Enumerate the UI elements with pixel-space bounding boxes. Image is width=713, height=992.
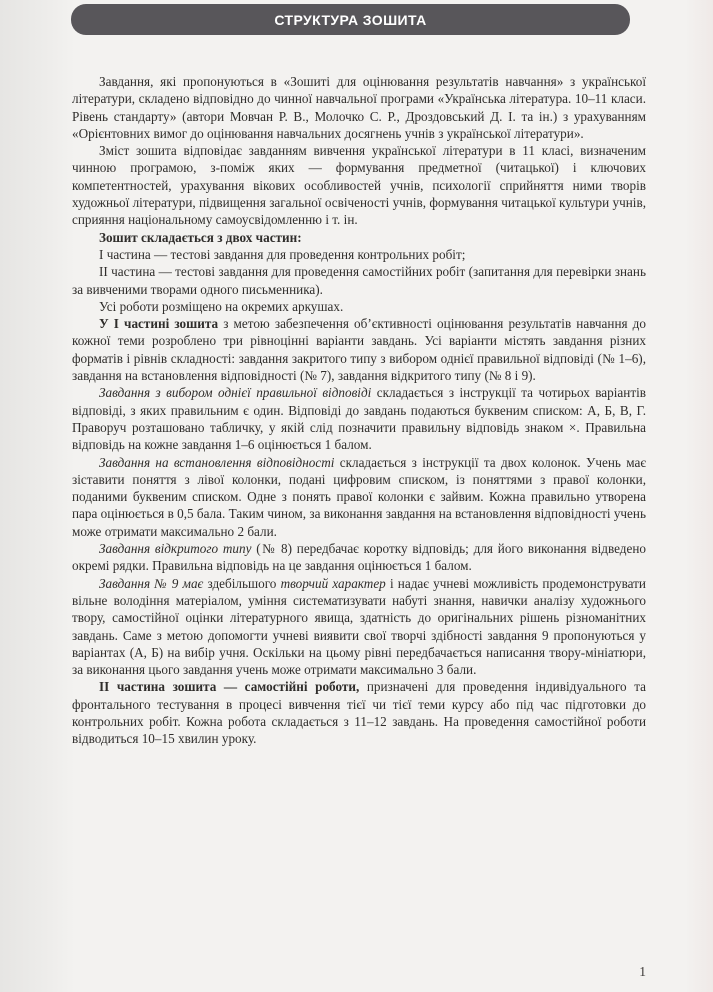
paragraph [72, 142, 646, 228]
text-run: з метою забезпечення об’єктивності оцінювання результатів навчання до кожної теми розроблено три рівноцінні варіанти завдань. Усі варіанти містять завдання різних форматів і рівнів складності: завдання закритого типу з вибором однієї правильної відповіді (№ 1–6), завдання на встановлення відповідності (№ 7), завдання відкритого типу (№ 8 і 9). [72, 316, 646, 384]
paragraph [72, 263, 646, 298]
text-run: складається з інструкції та чотирьох варіантів відповіді, з яких правильним є один. Відповіді до завдань подаються буквеним списком: А, Б, В, Г. Праворуч розташовано табличку, у якій слід позначити правильну відповідь знаком ×. Правильна відповідь на кожне завдання 1–6 оцінюється 1 балом. [72, 385, 646, 453]
text-run: Завдання № 9 має [99, 575, 204, 591]
text-run: Завдання, які пропонуються в «Зошиті для оцінювання результатів навчання» з української літератури, складено відповідно до чинної навчальної програми «Українська література. 10–11 класи. Рівень стандарту» (автори Мовчан Р. В., Молочко С. Р., Дроздовський Д. І. та ін.) з урахуванням «Орієнтовних вимог до оцінювання навчальних досягнень учнів з української літератури». [72, 74, 646, 141]
text-run: Зміст зошита відповідає завданням вивчення української літератури в 11 класі, визначеним чинною програмою, з-поміж яких — формування предметної (читацької) і ключових компетентностей, урахування вікових особливостей учнів, психології сприйняття ними творів художньої літератури, підвищення загальної освіченості учнів, формування читацької культури учнів, сприяння національному самоусвідомленню і т. ін. [72, 143, 646, 228]
paragraph [72, 315, 646, 384]
text-run: складається з інструкції та двох колонок. Учень має зіставити поняття з лівої колонки, подані цифровим списком, із поняттями з правої колонки, поданими буквеним списком. Одне з понять правої колонки є зайвим. Кожна правильно утворена пара оцінюється в 0,5 бала. Таким чином, за виконання завдання на встановлення відповідності учень може отримати максимально 2 бали. [72, 454, 646, 539]
text-run: призначені для проведення індивідуального та фронтального тестування в процесі вивчення тієї чи тієї теми курсу або під час підготовки до контрольних робіт. Кожна робота складається з 11–12 завдань. На проведення самостійної роботи відводиться 10–15 хвилин уроку. [72, 679, 646, 747]
document-body [72, 73, 646, 748]
section-header-banner [71, 4, 630, 35]
text-run: І частина — тестові завдання для проведення контрольних робіт; [99, 246, 466, 262]
text-run: Усі роботи розміщено на окремих аркушах. [99, 298, 344, 314]
text-run: і надає учневі можливість продемонструвати вільне володіння матеріалом, уміння систематизувати набуті знання, навички аналізу художнього твору, самостійної оцінки літературного явища, здатність до оригінальних рішень різноманітних завдань. Саме з метою допомогти учневі виявити свої творчі здібності завдання 9 пропонуються у варіантах (А, Б) на вибір учня. Оскільки на цьому рівні передбачається написання твору-мініатюри, за виконання цього завдання учень може отримати максимально 3 бали. [72, 575, 646, 678]
paragraph [72, 229, 646, 246]
text-run: ІІ частина — тестові завдання для проведення самостійних робіт (запитання для перевірки знань за вивченими творами одного письменника). [72, 264, 646, 297]
text-run: Зошит складається з двох частин: [99, 229, 302, 245]
paragraph [72, 678, 646, 747]
paragraph [72, 575, 646, 679]
paragraph [72, 73, 646, 142]
paragraph [72, 298, 646, 315]
paragraph [72, 384, 646, 453]
paragraph [72, 454, 646, 540]
section-title: СТРУКТУРА ЗОШИТА [274, 11, 427, 28]
page-number: 1 [639, 964, 646, 979]
paragraph [72, 246, 646, 263]
text-run: творчий характер [280, 575, 386, 591]
text-run: У І частині зошита [99, 316, 219, 332]
text-run: здебільшого [203, 575, 281, 591]
text-run: Завдання відкритого типу [99, 541, 252, 557]
text-run: Завдання з вибором однієї правильної відповіді [99, 385, 372, 401]
paragraph [72, 540, 646, 575]
text-run: Завдання на встановлення відповідності [99, 454, 335, 470]
text-run: (№ 8) передбачає коротку відповідь; для його виконання відведено окремі рядки. Правильна відповідь на це завдання оцінюється 1 балом. [72, 541, 646, 574]
text-run: ІІ частина зошита — самостійні роботи, [99, 679, 360, 695]
